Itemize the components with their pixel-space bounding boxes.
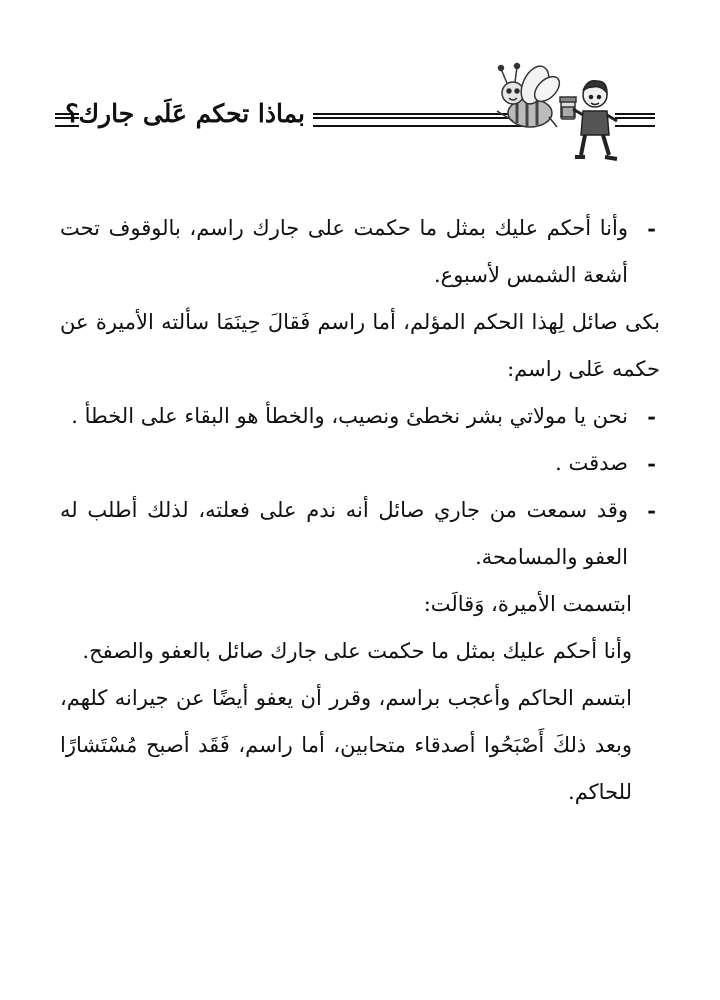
- bee-and-boy-illustration: [485, 55, 625, 165]
- narration-paragraph-2: ابتسمت الأميرة، وَقالَت:: [423, 592, 632, 616]
- dialogue-line-1: - وأنا أحكم عليك بمثل ما حكمت على جارك راسم، بالوقوف تحت أشعة الشمس لأسبوع.: [60, 205, 660, 299]
- story-text: [60, 205, 660, 816]
- chapter-title: بماذا تحكم عَلَى جارك؟: [65, 99, 305, 128]
- chapter-header: [55, 55, 655, 165]
- bee-icon: [497, 62, 564, 127]
- boy-icon: [573, 81, 617, 159]
- dialogue-line-4: - وقد سمعت من جاري صائل أنه ندم على فعلته، لذلك أطلب له العفو والمسامحة.: [60, 487, 660, 581]
- narration-paragraph-3: وأنا أحكم عليك بمثل ما حكمت على جارك صائل بالعفو والصفح.: [82, 639, 632, 663]
- dialogue-line-2: - نحن يا مولاتي بشر نخطئ ونصيب، والخطأ هو البقاء على الخطأ .: [60, 393, 660, 440]
- honey-jar-icon: [560, 97, 576, 119]
- dialogue-line-3: - صدقت .: [60, 440, 660, 487]
- narration-paragraph-1: بكى صائل لِهذا الحكم المؤلم، أما راسم فَقالَ حِينَمَا سألته الأميرة عن حكمه عَلى راسم:: [60, 310, 660, 381]
- narration-paragraph-4: ابتسم الحاكم وأعجب براسم، وقرر أن يعفو أيضًا عن جيرانه كلهم، وبعد ذلكَ أَصْبَحُوا أصدقاء متحابين، أما راسم، فَقَد أصبح مُسْتَشارًا للحاكم.: [60, 686, 632, 804]
